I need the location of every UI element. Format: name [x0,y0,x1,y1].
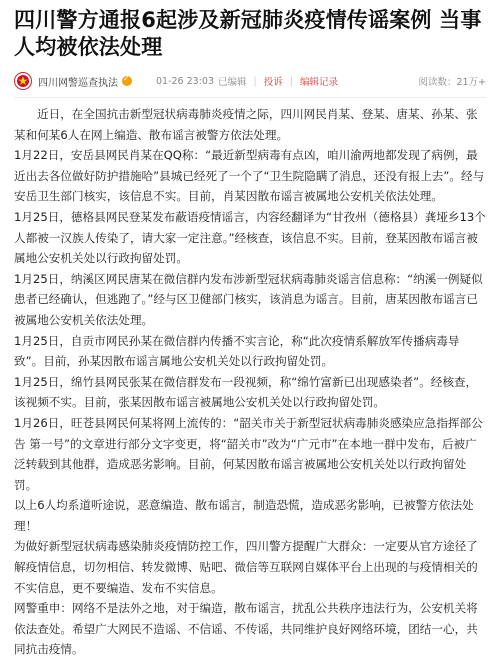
paragraph: 为做好新型冠状病毒感染肺炎疫情防控工作，四川警方提醒广大群众：一定要从官方途径了解疫情信息，切勿相信、转发微博、贴吧、微信等互联网自媒体平台上出现的与疫情相关的不实信息，更不要编造、发布不实信息。 [14,539,478,595]
paragraph: 近日，在全国抗击新型冠状病毒肺炎疫情之际，四川网民肖某、登某、唐某、孙某、张某和何某6人在网上编造、散布谣言被警方依法处理。 [14,107,478,142]
divider [14,97,486,98]
meta-separator: | [289,75,293,87]
article-meta [14,67,486,95]
author-name[interactable]: 四川网警巡查执法 [38,77,118,89]
paragraph: 1月25日，自贡市网民孙某在微信群内传播不实言论，称“此次疫情系解放军传播病毒导致”。目前，孙某因散布谣言属地公安机关处以行政拘留处罚。 [14,333,460,369]
paragraph: 1月25日，绵竹县网民张某在微信群发布一段视频，称“绵竹富新已出现感染者”。经核查，该视频不实。目前，张某因散布谣言被属地公安机关处以行政拘留处罚。 [14,374,478,410]
article-title: 四川警方通报6起涉及新冠肺炎疫情传谣案例 当事人均被依法处理 [14,8,482,59]
paragraph: 网警重申：网络不是法外之地，对于编造，散布谣言，扰乱公共秩序违法行为，公安机关将依法查处。希望广大网民不造谣、不信谣、不传谣，共同维护良好网络环境，团结一心，共同抗击疫情。 [14,601,478,657]
verified-icon [122,76,132,86]
read-count: 阅读数：21万+ [418,77,486,88]
paragraph: 以上6人均系道听途说，恶意编造、散布谣言，制造恐慌，造成恶劣影响，已被警方依法处理！ [14,498,474,533]
police-badge-icon [16,74,30,88]
paragraph: 1月22日，安岳县网民肖某在QQ称：“最近新型病毒有点凶，咱川渝两地都发现了病例，最近出去各位做好防护措施哈”县城已经死了一个了“卫生院隐瞒了消息，还没有报上去”。经与安岳卫生部门核实，该信息不实。目前，肖某因散布谣言被属地公安机关依法处理。 [14,148,485,204]
paragraph: 1月25日，纳溪区网民唐某在微信群内发布涉新型冠状病毒肺炎谣言信息称：“纳溪一例疑似患者已经确认，但逃跑了。”经与区卫健部门核实，该消息为谣言。目前，唐某因散布谣言已被属地公安机关依法处理。 [14,271,483,327]
article-body [14,104,486,660]
paragraph: 1月25日，德格县网民登某发布蔽语疫情谣言，内容经翻译为“甘孜州（德格县）龚垭乡13个人都被一汉族人传染了，请大家一定注意。”经核查，该信息不实。目前，登某因散布谣言被属地公安机关处以行政拘留处罚。 [14,209,486,266]
publish-time: 01-26 23:03 [156,75,215,87]
meta-separator: | [253,75,257,87]
avatar[interactable] [14,72,32,90]
report-link[interactable]: 投诉 [263,77,283,88]
edited-label: 已编辑 [218,77,247,88]
paragraph: 1月26日，旺苍县网民何某将网上流传的：“韶关市关于新型冠状病毒肺炎感染应急指挥部公告 第一号”的文章进行部分文字变更，将“韶关市”改为“广元市”在本地一群中发布，后被广泛转载到其他群，造成恶劣影响。目前，何某因散布谣言被属地公安机关处以行政拘留处罚。 [14,415,483,492]
edit-record-link[interactable]: 编辑记录 [299,77,338,88]
